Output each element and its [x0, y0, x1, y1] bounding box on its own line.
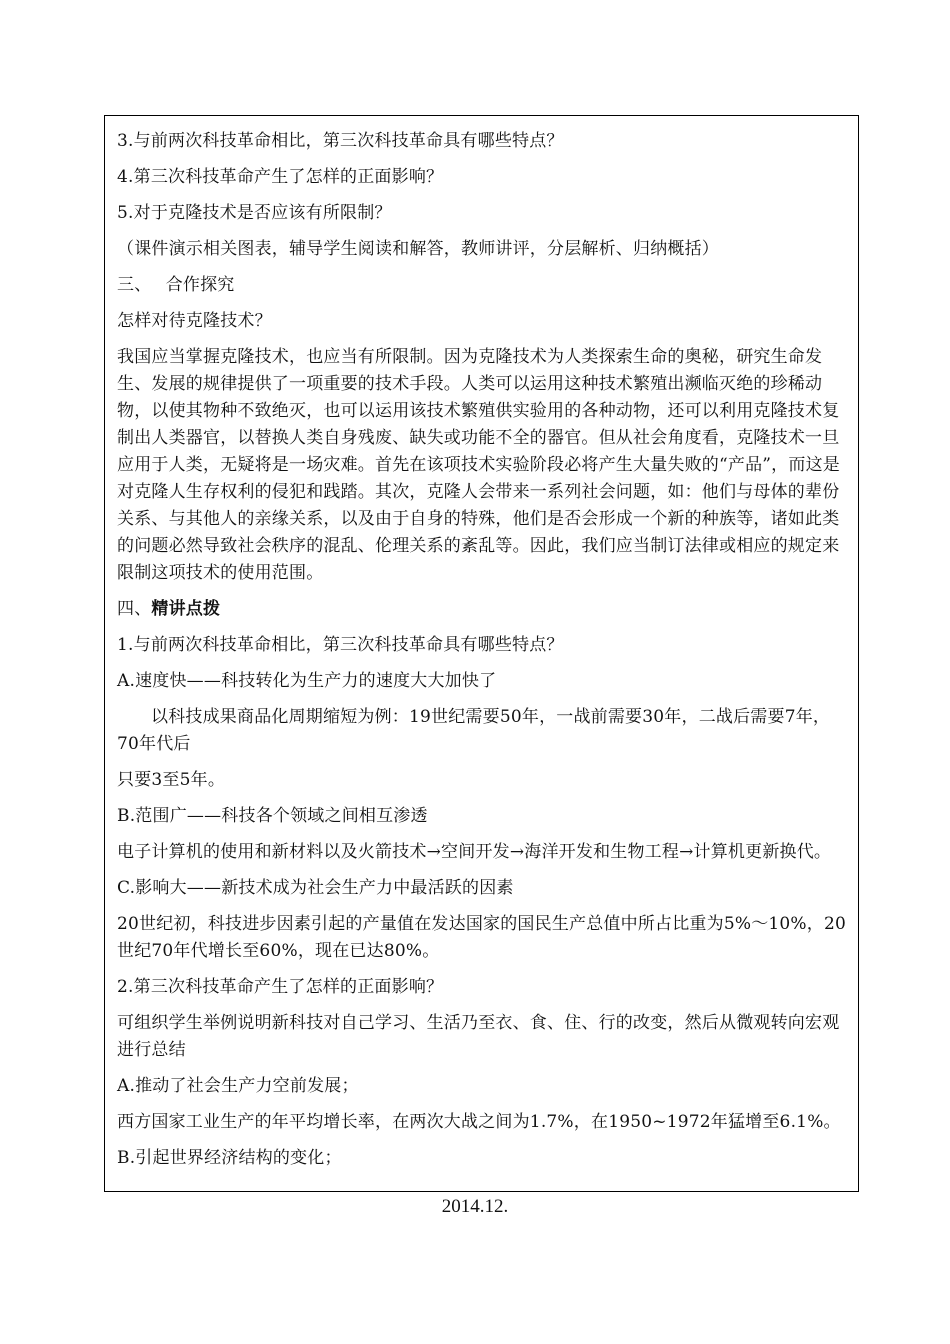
section-four-title: 精讲点拨 — [151, 599, 221, 619]
impact-a-heading: A.推动了社会生产力空前发展； — [117, 1076, 359, 1096]
point-a-detail-cont: 只要3至5年。 — [117, 770, 226, 790]
point-b-detail: 电子计算机的使用和新材料以及火箭技术→空间开发→海洋开发和生物工程→计算机更新换代。 — [117, 842, 832, 862]
point-b-heading: B.范围广——科技各个领域之间相互渗透 — [117, 806, 428, 826]
section-four-prefix: 四、 — [117, 599, 152, 619]
point-1-question: 1.与前两次科技革命相比，第三次科技革命具有哪些特点？ — [117, 635, 564, 655]
question-3: 3.与前两次科技革命相比，第三次科技革命具有哪些特点？ — [117, 131, 564, 151]
teaching-note: （课件演示相关图表，辅导学生阅读和解答，教师讲评，分层解析、归纳概括） — [117, 239, 719, 259]
question-5: 5.对于克隆技术是否应该有所限制？ — [117, 203, 392, 223]
impact-b-heading: B.引起世界经济结构的变化； — [117, 1148, 342, 1168]
point-a-detail: 以科技成果商品化周期缩短为例：19世纪需要50年，一战前需要30年，二战后需要7年，70年代后 — [117, 707, 831, 754]
page-footer-date: 2014.12. — [441, 1196, 509, 1217]
question-4: 4.第三次科技革命产生了怎样的正面影响？ — [117, 167, 444, 187]
section-four-heading — [117, 596, 847, 623]
lesson-content — [117, 128, 847, 1181]
point-c-heading: C.影响大——新技术成为社会生产力中最活跃的因素 — [117, 878, 514, 898]
discussion-answer: 我国应当掌握克隆技术，也应当有所限制。因为克隆技术为人类探索生命的奥秘，研究生命发生、发展的规律提供了一项重要的技术手段。人类可以运用这种技术繁殖出濒临灭绝的珍稀动物，以使其物种不致绝灭，也可以运用该技术繁殖供实验用的各种动物，还可以利用克隆技术复制出人类器官，以替换人类自身残废、缺失或功能不全的器官。但从社会角度看，克隆技术一旦应用于人类，无疑将是一场灾难。首先在该项技术实验阶段必将产生大量失败的“产品”，而这是对克隆人生存权利的侵犯和践踏。其次，克隆人会带来一系列社会问题，如：他们与母体的辈份关系、与其他人的亲缘关系，以及由于自身的特殊，他们是否会形成一个新的种族等，诸如此类的问题必然导致社会秩序的混乱、伦理关系的紊乱等。因此，我们应当制订法律或相应的规定来限制这项技术的使用范围。 — [117, 347, 840, 583]
point-a-heading: A.速度快——科技转化为生产力的速度大大加快了 — [117, 671, 497, 691]
point-2-guidance: 可组织学生举例说明新科技对自己学习、生活乃至衣、食、住、行的改变，然后从微观转向宏观进行总结 — [117, 1013, 840, 1060]
point-2-question: 2.第三次科技革命产生了怎样的正面影响？ — [117, 977, 444, 997]
content-table-cell — [104, 115, 859, 1192]
point-c-detail: 20世纪初，科技进步因素引起的产量值在发达国家的国民生产总值中所占比重为5%～10%，20世纪70年代增长至60%，现在已达80%。 — [117, 914, 847, 961]
section-three-heading: 三、 合作探究 — [117, 275, 235, 295]
discussion-question: 怎样对待克隆技术？ — [117, 311, 272, 331]
impact-a-detail: 西方国家工业生产的年平均增长率，在两次大战之间为1.7%，在1950~1972年猛增至6.1%。 — [117, 1112, 841, 1132]
